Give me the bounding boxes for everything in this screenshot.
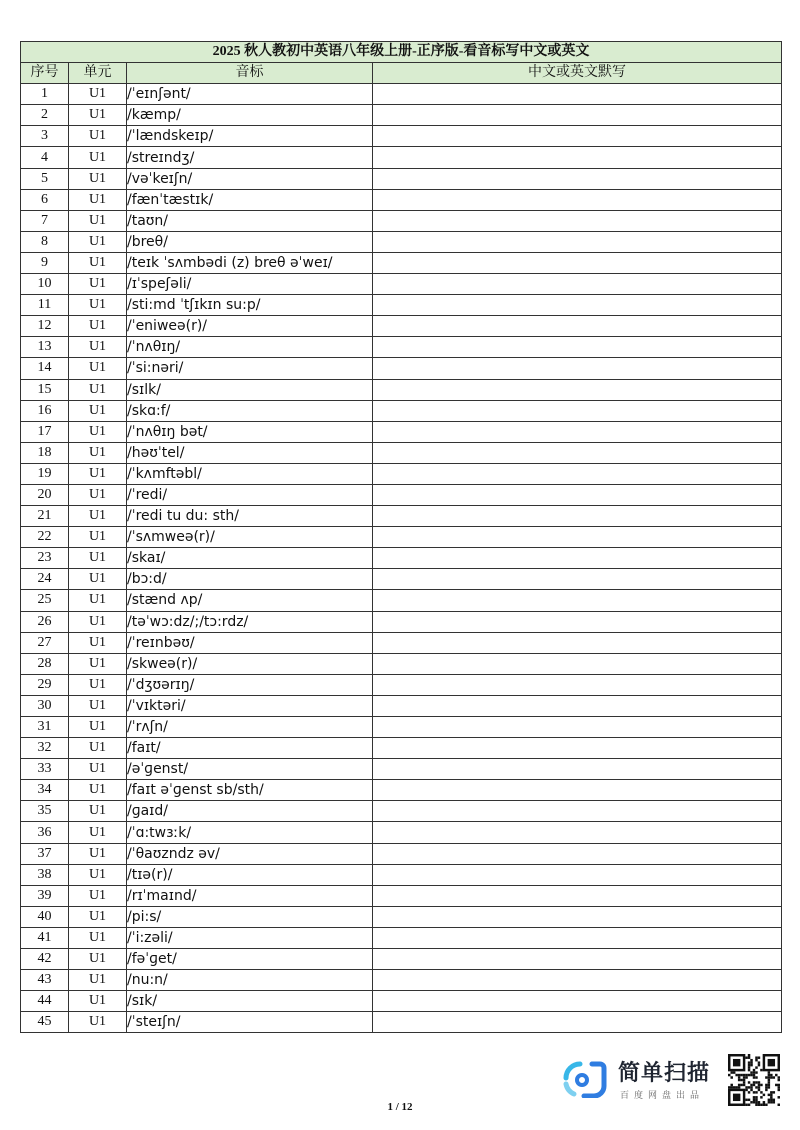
row-unit: U1 [69,316,127,337]
row-phonetic: /rɪˈmaɪnd/ [127,885,373,906]
table-row [21,970,782,991]
table-row [21,506,782,527]
row-number: 44 [21,991,69,1012]
row-answer-blank[interactable] [373,484,782,505]
row-unit: U1 [69,358,127,379]
table-row [21,358,782,379]
table-row [21,442,782,463]
row-answer-blank[interactable] [373,970,782,991]
row-phonetic: /faɪt əˈɡenst sb/sth/ [127,780,373,801]
table-body [21,84,782,1033]
row-answer-blank[interactable] [373,231,782,252]
row-unit: U1 [69,738,127,759]
row-phonetic: /kæmp/ [127,105,373,126]
row-phonetic: /ˈɑ:twɜːk/ [127,822,373,843]
row-number: 38 [21,864,69,885]
row-phonetic: /ˈsʌmweə(r)/ [127,527,373,548]
row-phonetic: /faɪt/ [127,738,373,759]
row-answer-blank[interactable] [373,590,782,611]
row-phonetic: /vəˈkeɪʃn/ [127,168,373,189]
column-header-unit: 单元 [69,63,127,84]
table-row [21,231,782,252]
table-row [21,126,782,147]
row-answer-blank[interactable] [373,442,782,463]
row-answer-blank[interactable] [373,569,782,590]
row-phonetic: /streɪndʒ/ [127,147,373,168]
row-answer-blank[interactable] [373,906,782,927]
row-unit: U1 [69,231,127,252]
row-answer-blank[interactable] [373,210,782,231]
row-unit: U1 [69,210,127,231]
row-answer-blank[interactable] [373,548,782,569]
row-answer-blank[interactable] [373,1012,782,1033]
row-phonetic: /ˈredi/ [127,484,373,505]
column-header-phonetic: 音标 [127,63,373,84]
row-number: 21 [21,506,69,527]
row-phonetic: /ˈsteɪʃn/ [127,1012,373,1033]
row-answer-blank[interactable] [373,84,782,105]
row-unit: U1 [69,674,127,695]
row-phonetic: /stænd ʌp/ [127,590,373,611]
row-number: 33 [21,759,69,780]
row-phonetic: /ˈlændskeɪp/ [127,126,373,147]
table-row [21,463,782,484]
row-number: 29 [21,674,69,695]
row-unit: U1 [69,949,127,970]
table-row [21,759,782,780]
vocabulary-table [20,41,782,1033]
row-answer-blank[interactable] [373,927,782,948]
row-number: 36 [21,822,69,843]
row-number: 16 [21,400,69,421]
row-answer-blank[interactable] [373,506,782,527]
row-number: 40 [21,906,69,927]
row-phonetic: /breθ/ [127,231,373,252]
table-row [21,84,782,105]
table-row [21,105,782,126]
row-answer-blank[interactable] [373,168,782,189]
row-answer-blank[interactable] [373,463,782,484]
row-unit: U1 [69,463,127,484]
row-number: 26 [21,611,69,632]
table-row [21,717,782,738]
row-answer-blank[interactable] [373,864,782,885]
row-phonetic: /ˈdʒʊərɪŋ/ [127,674,373,695]
row-phonetic: /fəˈɡet/ [127,949,373,970]
table-row [21,527,782,548]
row-number: 2 [21,105,69,126]
row-phonetic: /sɪlk/ [127,379,373,400]
row-phonetic: /nu:n/ [127,970,373,991]
row-phonetic: /ɪˈspeʃəli/ [127,274,373,295]
row-answer-blank[interactable] [373,379,782,400]
row-unit: U1 [69,759,127,780]
row-number: 25 [21,590,69,611]
row-unit: U1 [69,105,127,126]
table-row [21,252,782,273]
row-number: 41 [21,927,69,948]
row-phonetic: /taʊn/ [127,210,373,231]
row-answer-blank[interactable] [373,358,782,379]
qr-code-icon [728,1054,780,1106]
row-unit: U1 [69,611,127,632]
column-header-answer: 中文或英文默写 [373,63,782,84]
row-answer-blank[interactable] [373,527,782,548]
row-unit: U1 [69,906,127,927]
scanner-watermark [562,1056,722,1104]
row-unit: U1 [69,569,127,590]
row-answer-blank[interactable] [373,885,782,906]
row-number: 24 [21,569,69,590]
row-unit: U1 [69,527,127,548]
row-answer-blank[interactable] [373,991,782,1012]
row-number: 14 [21,358,69,379]
row-number: 6 [21,189,69,210]
row-phonetic: /ˈi:zəli/ [127,927,373,948]
page-title: 2025 秋人教初中英语八年级上册-正序版-看音标写中文或英文 [21,42,782,63]
row-answer-blank[interactable] [373,421,782,442]
column-header-no: 序号 [21,63,69,84]
row-answer-blank[interactable] [373,674,782,695]
row-phonetic: /ˈvɪktəri/ [127,695,373,716]
row-number: 13 [21,337,69,358]
table-row [21,210,782,231]
row-answer-blank[interactable] [373,147,782,168]
table-row [21,168,782,189]
table-row [21,147,782,168]
table-row [21,548,782,569]
table-row [21,632,782,653]
table-row [21,611,782,632]
table-header-row [21,63,782,84]
row-number: 32 [21,738,69,759]
row-number: 23 [21,548,69,569]
row-phonetic: /ˈeniweə(r)/ [127,316,373,337]
table-row [21,379,782,400]
row-number: 3 [21,126,69,147]
row-phonetic: /həʊˈtel/ [127,442,373,463]
table-row [21,569,782,590]
row-number: 20 [21,484,69,505]
row-phonetic: /ˈkʌmftəbl/ [127,463,373,484]
row-phonetic: /ˈθaʊzndz əv/ [127,843,373,864]
row-unit: U1 [69,927,127,948]
scanner-logo-icon [562,1058,608,1098]
row-answer-blank[interactable] [373,126,782,147]
row-unit: U1 [69,885,127,906]
table-row [21,738,782,759]
table-row [21,484,782,505]
table-row [21,695,782,716]
row-number: 7 [21,210,69,231]
table-row [21,822,782,843]
row-number: 5 [21,168,69,189]
row-phonetic: /skweə(r)/ [127,653,373,674]
row-number: 42 [21,949,69,970]
row-phonetic: /tɪə(r)/ [127,864,373,885]
row-unit: U1 [69,442,127,463]
row-number: 15 [21,379,69,400]
row-answer-blank[interactable] [373,949,782,970]
row-number: 19 [21,463,69,484]
row-number: 1 [21,84,69,105]
row-number: 17 [21,421,69,442]
table-row [21,337,782,358]
row-unit: U1 [69,780,127,801]
row-unit: U1 [69,168,127,189]
row-unit: U1 [69,147,127,168]
table-row [21,864,782,885]
row-unit: U1 [69,822,127,843]
row-unit: U1 [69,548,127,569]
row-unit: U1 [69,506,127,527]
row-phonetic: /ˈnʌθɪŋ bət/ [127,421,373,442]
row-unit: U1 [69,991,127,1012]
row-answer-blank[interactable] [373,695,782,716]
table-row [21,590,782,611]
row-unit: U1 [69,274,127,295]
row-number: 43 [21,970,69,991]
row-phonetic: /ˈrʌʃn/ [127,717,373,738]
table-row [21,274,782,295]
row-unit: U1 [69,295,127,316]
table-row [21,906,782,927]
row-phonetic: /təˈwɔ:dz/;/tɔ:rdz/ [127,611,373,632]
table-row [21,780,782,801]
table-row [21,949,782,970]
row-answer-blank[interactable] [373,843,782,864]
row-answer-blank[interactable] [373,632,782,653]
table-row [21,421,782,442]
table-row [21,400,782,421]
row-unit: U1 [69,400,127,421]
row-unit: U1 [69,189,127,210]
row-number: 12 [21,316,69,337]
table-row [21,927,782,948]
row-answer-blank[interactable] [373,822,782,843]
row-answer-blank[interactable] [373,274,782,295]
row-phonetic: /sti:md ˈtʃɪkɪn su:p/ [127,295,373,316]
table-row [21,1012,782,1033]
table-row [21,653,782,674]
row-phonetic: /ˈeɪnʃənt/ [127,84,373,105]
row-answer-blank[interactable] [373,759,782,780]
row-phonetic: /sɪk/ [127,991,373,1012]
row-number: 9 [21,252,69,273]
table-row [21,316,782,337]
row-unit: U1 [69,379,127,400]
row-phonetic: /bɔ:d/ [127,569,373,590]
row-answer-blank[interactable] [373,400,782,421]
row-number: 35 [21,801,69,822]
row-answer-blank[interactable] [373,337,782,358]
row-number: 22 [21,527,69,548]
row-phonetic: /ˈredi tu du: sth/ [127,506,373,527]
row-number: 8 [21,231,69,252]
row-phonetic: /fænˈtæstɪk/ [127,189,373,210]
table-row [21,801,782,822]
watermark-name: 简单扫描 [618,1061,711,1086]
row-unit: U1 [69,717,127,738]
table-row [21,991,782,1012]
table-row [21,674,782,695]
row-unit: U1 [69,84,127,105]
row-number: 11 [21,295,69,316]
row-answer-blank[interactable] [373,717,782,738]
row-answer-blank[interactable] [373,189,782,210]
row-unit: U1 [69,695,127,716]
row-unit: U1 [69,864,127,885]
table-row [21,295,782,316]
row-answer-blank[interactable] [373,780,782,801]
row-phonetic: /pi:s/ [127,906,373,927]
row-number: 4 [21,147,69,168]
row-unit: U1 [69,590,127,611]
row-answer-blank[interactable] [373,801,782,822]
row-answer-blank[interactable] [373,738,782,759]
row-answer-blank[interactable] [373,611,782,632]
row-unit: U1 [69,970,127,991]
table-row [21,885,782,906]
row-phonetic: /ɡaɪd/ [127,801,373,822]
row-unit: U1 [69,843,127,864]
row-unit: U1 [69,653,127,674]
row-number: 30 [21,695,69,716]
row-number: 27 [21,632,69,653]
watermark-subtitle: 百度网盘出品 [620,1091,705,1101]
row-number: 45 [21,1012,69,1033]
row-answer-blank[interactable] [373,295,782,316]
row-number: 37 [21,843,69,864]
row-number: 10 [21,274,69,295]
row-unit: U1 [69,632,127,653]
row-unit: U1 [69,484,127,505]
row-number: 39 [21,885,69,906]
row-unit: U1 [69,421,127,442]
table-row [21,843,782,864]
row-number: 34 [21,780,69,801]
row-phonetic: /skaɪ/ [127,548,373,569]
row-number: 18 [21,442,69,463]
row-phonetic: /ˈsi:nəri/ [127,358,373,379]
row-answer-blank[interactable] [373,252,782,273]
row-unit: U1 [69,801,127,822]
row-unit: U1 [69,126,127,147]
row-answer-blank[interactable] [373,316,782,337]
row-answer-blank[interactable] [373,105,782,126]
row-phonetic: /skɑ:f/ [127,400,373,421]
row-number: 31 [21,717,69,738]
row-phonetic: /teɪk ˈsʌmbədi (z) breθ əˈweɪ/ [127,252,373,273]
row-phonetic: /ˈreɪnbəʊ/ [127,632,373,653]
row-phonetic: /əˈɡenst/ [127,759,373,780]
page-number: 1 / 12 [387,1101,413,1113]
row-number: 28 [21,653,69,674]
row-unit: U1 [69,252,127,273]
row-unit: U1 [69,337,127,358]
row-answer-blank[interactable] [373,653,782,674]
row-phonetic: /ˈnʌθɪŋ/ [127,337,373,358]
table-row [21,189,782,210]
row-unit: U1 [69,1012,127,1033]
